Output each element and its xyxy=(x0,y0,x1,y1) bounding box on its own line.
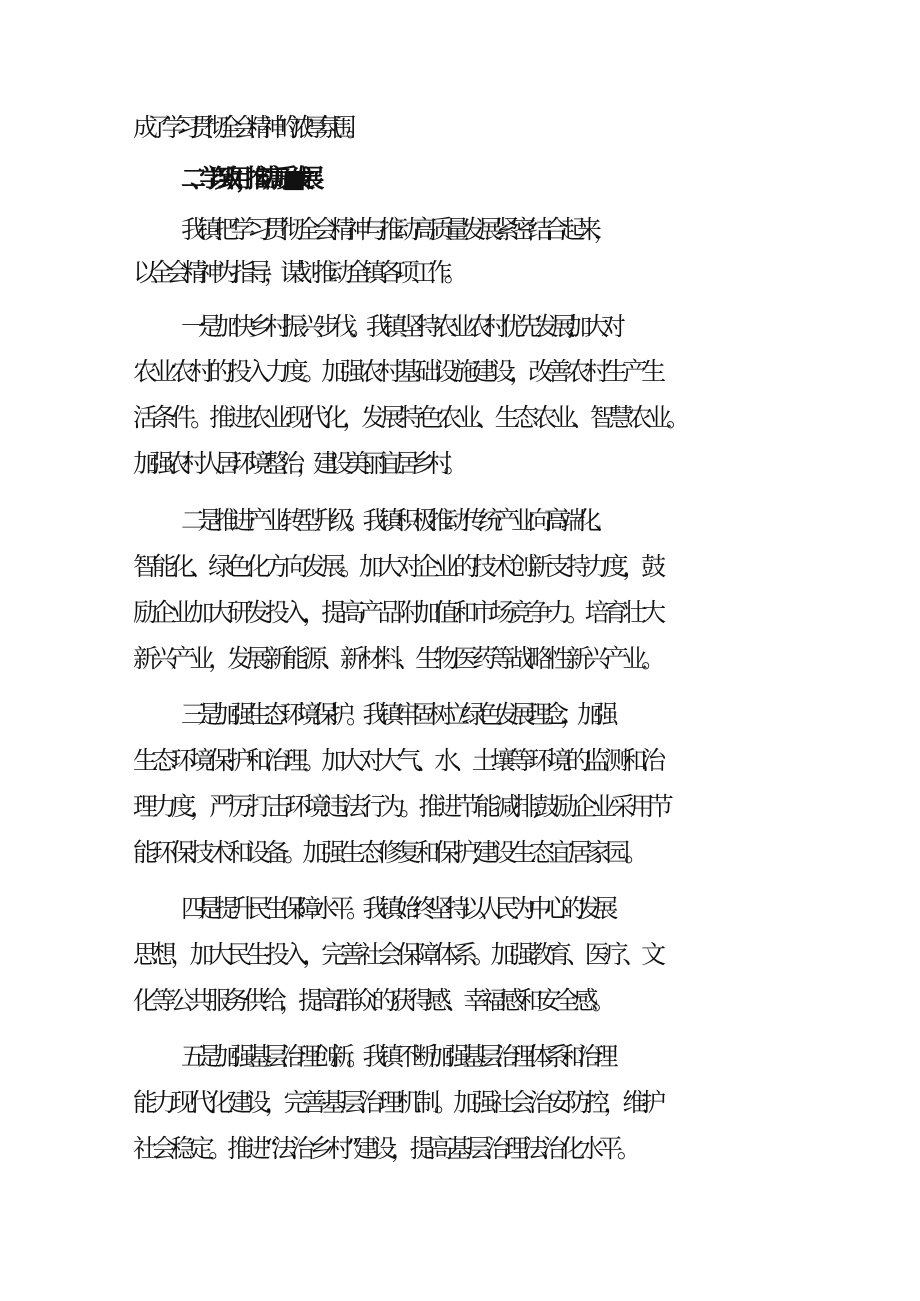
body-text-line: 能环保技术和设备。加强生态修复和保护,建设生态宜居家园。 xyxy=(133,838,643,867)
section-heading: 二、学以致用，推动高质■发展 xyxy=(181,164,309,193)
body-text-line: 理力度，严厉打击环境违法行为。推进节能减排,鼓励企业采用节 xyxy=(133,792,668,821)
body-text-line: 二是推进产业转型升级。我镇积极推动传统产业向高端化、 xyxy=(181,506,611,535)
body-text-line: 励企业加大研发投入，提高产品附加值和市场竞争力。培育壮大 xyxy=(133,598,660,627)
body-text-line: 社会稳定。推进“法治乡村”建设，提高基层治理法治化水平。 xyxy=(133,1134,636,1163)
body-text-line: 三是加强生态环境保护。我镇牢固树立绿色发展理念，加强 xyxy=(181,700,611,729)
body-text-line: 活条件。推进农业现代化，发展特色农业、生态农业、智慧农业。 xyxy=(133,403,685,432)
body-text-line: 成了学习贯彻全会精神的浓厚氛围。 xyxy=(133,113,361,142)
body-text-line: 生态环境保护和治理。加大对大气、水、土壤等环境的监测和治 xyxy=(133,746,660,775)
body-text-line: 思想，加大民生投入，完善社会保障体系。加强教育、医疗、文 xyxy=(133,940,660,969)
body-text-line: 我镇把学习贯彻全会精神与推动高质量发展紧密结合起来， xyxy=(181,215,611,244)
body-text-line: 化等公共服务供给，提高群众的获得感、幸福感和安全感。 xyxy=(133,986,611,1015)
body-text-line: 能力现代化建设，完善基层治理机制。加强社会治安防控，维护 xyxy=(133,1088,660,1117)
body-text-line: 智能化、绿色化方向发展。加大对企业的技术创新支持力度，鼓 xyxy=(133,552,660,581)
body-text-line: 一是加快乡村振兴步伐。我镇坚持农业农村优先发展,加大对 xyxy=(181,312,618,341)
body-text-line: 四是提升民生保障水平。我镇始终坚持以人民为中心的发展 xyxy=(181,894,611,923)
body-text-line: 新兴产业，发展新能源、新材料、生物医药等战略性新兴产业。 xyxy=(133,644,660,673)
body-text-line: 加强农村人居环境整治，建设美丽宜居乡村。 xyxy=(133,449,461,478)
body-text-line: 以全会精神为指导，谋划推动全镇各项工作。 xyxy=(133,258,461,287)
body-text-line: 农业农村的投入力度。加强农村基础设施建设，改善农村生产生 xyxy=(133,357,660,386)
body-text-line: 五是加强基层治理创新。我镇不断加强基层治理体系和治理 xyxy=(181,1042,611,1071)
